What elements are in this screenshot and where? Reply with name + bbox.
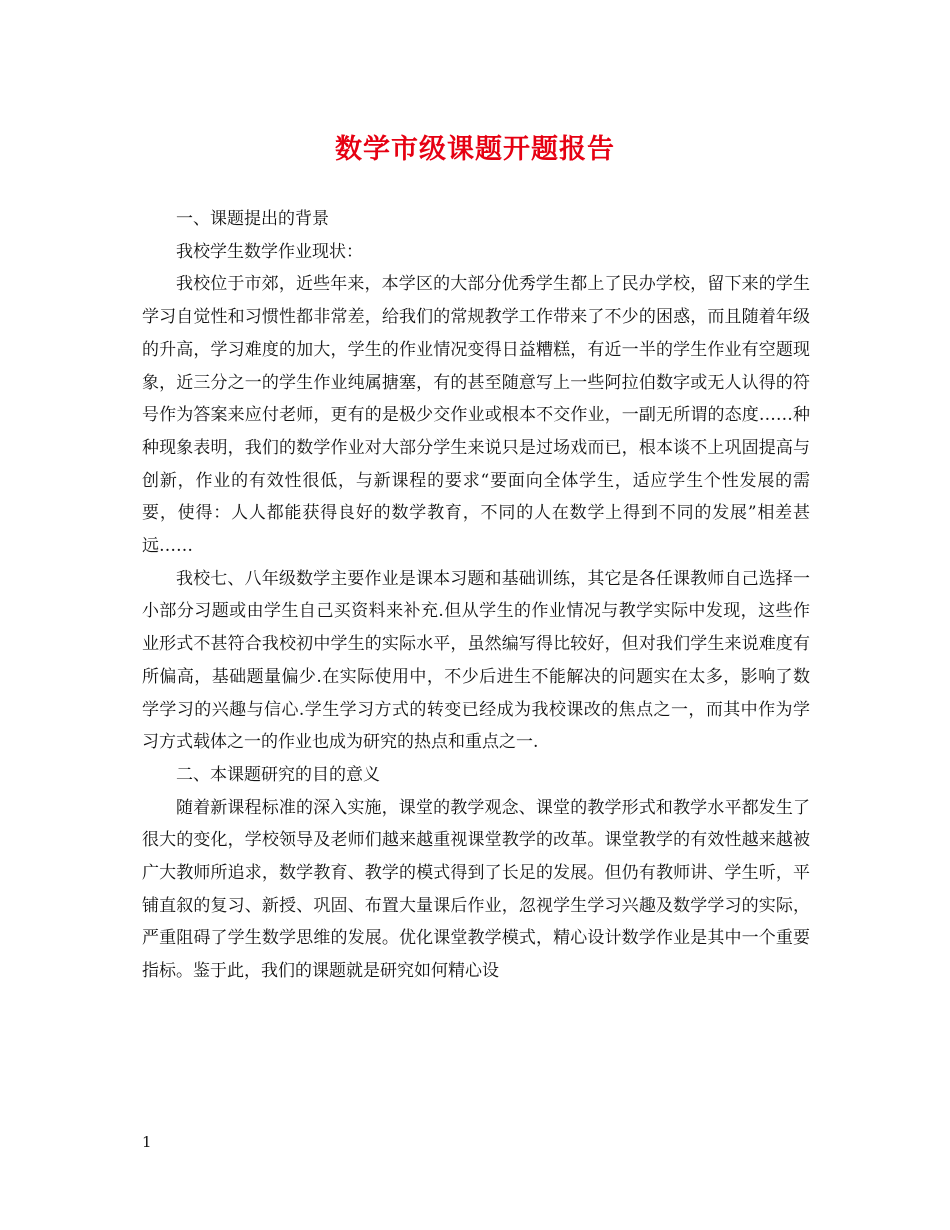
body-paragraph: 我校七、八年级数学主要作业是课本习题和基础训练，其它是各任课教师自己选择一小部分习题或由学生自己买资料来补充.但从学生的作业情况与教学实际中发现，这些作业形式不甚符合我校初中学生的实际水平，虽然编写得比较好，但对我们学生来说难度有所偏高，基础题量偏少.在实际使用中，不少后进生不能解决的问题实在太多，影响了数学学习的兴趣与信心.学生学习方式的转变已经成为我校课改的焦点之一，而其中作为学习方式载体之一的作业也成为研究的热点和重点之一. — [142, 568, 810, 753]
subheading-homework-status: 我校学生数学作业现状： — [176, 241, 363, 262]
section-heading-purpose: 二、本课题研究的目的意义 — [176, 764, 380, 785]
document-title: 数学市级课题开题报告 — [335, 134, 615, 165]
page-number: 1 — [142, 1133, 152, 1151]
body-paragraph: 随着新课程标准的深入实施，课堂的教学观念、课堂的教学形式和教学水平都发生了很大的变化，学校领导及老师们越来越重视课堂教学的改革。课堂教学的有效性越来越被广大教师所追求，数学教育、教学的模式得到了长足的发展。但仍有教师讲、学生听，平铺直叙的复习、新授、巩固、布置大量课后作业，忽视学生学习兴趣及数学学习的实际，严重阻碍了学生数学思维的发展。优化课堂教学模式，精心设计数学作业是其中一个重要指标。鉴于此，我们的课题就是研究如何精心设 — [142, 797, 810, 982]
body-paragraph: 我校位于市郊，近些年来，本学区的大部分优秀学生都上了民办学校，留下来的学生学习自觉性和习惯性都非常差，给我们的常规教学工作带来了不少的困惑，而且随着年级的升高，学习难度的加大，学生的作业情况变得日益糟糕，有近一半的学生作业有空题现象，近三分之一的学生作业纯属搪塞，有的甚至随意写上一些阿拉伯数字或无人认得的符号作为答案来应付老师，更有的是极少交作业或根本不交作业，一副无所谓的态度……种种现象表明，我们的数学作业对大部分学生来说只是过场戏而已，根本谈不上巩固提高与创新，作业的有效性很低，与新课程的要求“要面向全体学生，适应学生个性发展的需要，使得：人人都能获得良好的数学教育，不同的人在数学上得到不同的发展”相差甚远…… — [142, 274, 810, 557]
document-body — [142, 203, 810, 988]
section-heading-background: 一、课题提出的背景 — [176, 209, 329, 229]
